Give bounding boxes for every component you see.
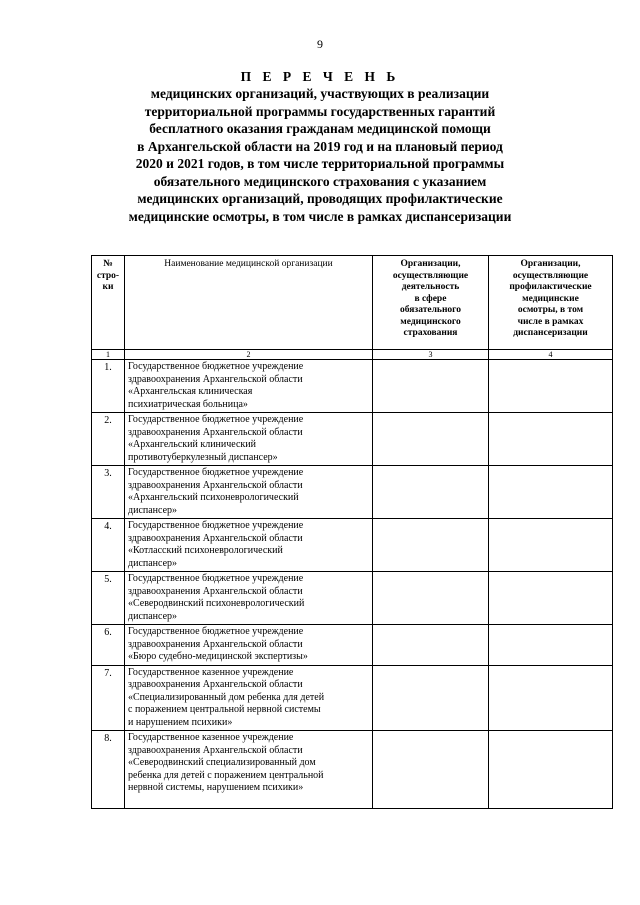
- prophylactic-cell: [489, 466, 613, 519]
- name-line: Государственное бюджетное учреждение: [128, 467, 304, 478]
- organization-name: [125, 519, 373, 572]
- name-line: Государственное бюджетное учреждение: [128, 361, 304, 372]
- name-line: психиатрическая больница»: [128, 398, 248, 410]
- table-row: [92, 572, 613, 625]
- header-line: Организации,: [400, 259, 461, 269]
- table-row: [92, 360, 613, 413]
- name-line: диспансер»: [128, 610, 178, 622]
- row-number: 7.: [92, 665, 125, 731]
- column-index: 2: [125, 350, 373, 360]
- name-line: здравоохранения Архангельской области: [128, 585, 303, 597]
- name-line: Государственное казенное учреждение: [128, 732, 294, 743]
- header-organization-name: Наименование медицинской организации: [125, 256, 373, 350]
- name-line: ребенка для детей с поражением центральной: [128, 769, 324, 781]
- oms-cell: [373, 413, 489, 466]
- name-line: Государственное бюджетное учреждение: [128, 626, 304, 637]
- organization-name: [125, 360, 373, 413]
- header-line: Организации,: [520, 259, 581, 269]
- oms-cell: [373, 466, 489, 519]
- row-number: 2.: [92, 413, 125, 466]
- organization-name: [125, 665, 373, 731]
- name-line: Государственное бюджетное учреждение: [128, 520, 304, 531]
- name-line: здравоохранения Архангельской области: [128, 426, 303, 438]
- name-line: нервной системы, нарушением психики»: [128, 782, 304, 793]
- subtitle-line: бесплатного оказания гражданам медицинской помощи: [149, 121, 491, 136]
- organization-name: [125, 572, 373, 625]
- prophylactic-cell: [489, 665, 613, 731]
- title-block: [60, 68, 580, 225]
- prophylactic-cell: [489, 625, 613, 666]
- organization-name: [125, 625, 373, 666]
- subtitle-line: 2020 и 2021 годов, в том числе территориальной программы: [135, 156, 505, 171]
- prophylactic-cell: [489, 731, 613, 809]
- row-number: 5.: [92, 572, 125, 625]
- name-line: «Северодвинский психоневрологический: [128, 598, 305, 609]
- row-number: 8.: [92, 731, 125, 809]
- name-line: здравоохранения Архангельской области: [128, 532, 303, 544]
- header-line: диспансеризации: [513, 328, 588, 338]
- name-line: здравоохранения Архангельской области: [128, 373, 303, 385]
- oms-cell: [373, 360, 489, 413]
- name-line: противотуберкулезный диспансер»: [128, 451, 278, 463]
- name-line: «Северодвинский специализированный дом: [128, 757, 316, 768]
- header-line: числе в рамках: [517, 316, 584, 327]
- name-line: диспансер»: [128, 504, 178, 516]
- page-number: 9: [317, 37, 323, 51]
- oms-cell: [373, 625, 489, 666]
- header-row-number: [92, 256, 125, 350]
- name-line: «Архангельская клиническая: [128, 386, 253, 397]
- oms-cell: [373, 519, 489, 572]
- prophylactic-cell: [489, 360, 613, 413]
- prophylactic-cell: [489, 519, 613, 572]
- name-line: Государственное бюджетное учреждение: [128, 573, 304, 584]
- header-line: №: [103, 259, 113, 269]
- row-number: 1.: [92, 360, 125, 413]
- subtitle-line: медицинских организаций, участвующих в реализации: [150, 86, 490, 101]
- column-index: 3: [373, 350, 489, 360]
- header-line: стро-: [96, 270, 120, 281]
- row-number: 6.: [92, 625, 125, 666]
- header-oms-organizations: [373, 256, 489, 350]
- name-line: «Архангельский психоневрологический: [128, 492, 299, 503]
- document-title: П Е Р Е Ч Е Н Ь: [240, 69, 400, 84]
- header-line: в сфере: [414, 293, 447, 304]
- header-line: обязательного: [399, 305, 461, 315]
- name-line: «Котласский психоневрологический: [128, 545, 283, 556]
- header-line: осуществляющие: [392, 270, 469, 281]
- table-header-row: [92, 256, 613, 350]
- column-index: 4: [489, 350, 613, 360]
- header-line: осмотры, в том: [517, 305, 584, 315]
- subtitle-line: медицинских организаций, проводящих профилактические: [137, 191, 503, 206]
- prophylactic-cell: [489, 413, 613, 466]
- header-prophylactic-organizations: [489, 256, 613, 350]
- name-line: Государственное казенное учреждение: [128, 666, 294, 678]
- prophylactic-cell: [489, 572, 613, 625]
- column-index: 1: [92, 350, 125, 360]
- name-line: здравоохранения Архангельской области: [128, 638, 303, 650]
- table-row: [92, 466, 613, 519]
- name-line: здравоохранения Архангельской области: [128, 744, 303, 756]
- header-line: деятельность: [401, 282, 460, 292]
- table-row: [92, 665, 613, 731]
- name-line: «Архангельский клинический: [128, 439, 256, 450]
- table-row: [92, 413, 613, 466]
- organization-name: [125, 413, 373, 466]
- header-line: профилактические: [509, 282, 592, 292]
- subtitle-line: в Архангельской области на 2019 год и на плановый период: [137, 138, 503, 154]
- subtitle-line: территориальной программы государственных гарантий: [144, 103, 496, 119]
- organizations-table: [91, 255, 613, 809]
- subtitle-line: обязательного медицинского страхования с указанием: [153, 173, 487, 189]
- name-line: диспансер»: [128, 557, 178, 569]
- name-line: [128, 795, 370, 808]
- header-line: осуществляющие: [512, 270, 589, 281]
- table-row: [92, 731, 613, 809]
- row-number: 3.: [92, 466, 125, 519]
- subtitle-line: медицинские осмотры, в том числе в рамках диспансеризации: [128, 208, 512, 224]
- oms-cell: [373, 572, 489, 625]
- organization-name: [125, 466, 373, 519]
- header-line: страхования: [403, 328, 458, 338]
- row-number: 4.: [92, 519, 125, 572]
- header-line: ки: [102, 282, 114, 292]
- name-line: с поражением центральной нервной системы: [128, 704, 321, 715]
- column-index-row: [92, 350, 613, 360]
- oms-cell: [373, 731, 489, 809]
- organization-name: [125, 731, 373, 809]
- header-line: медицинские: [522, 293, 579, 304]
- name-line: «Бюро судебно-медицинской экспертизы»: [128, 651, 308, 662]
- name-line: здравоохранения Архангельской области: [128, 479, 303, 491]
- name-line: здравоохранения Архангельской области: [128, 679, 303, 690]
- header-line: медицинского: [400, 316, 461, 327]
- name-line: и нарушением психики»: [128, 716, 233, 728]
- table-row: [92, 519, 613, 572]
- table-row: [92, 625, 613, 666]
- oms-cell: [373, 665, 489, 731]
- name-line: Государственное бюджетное учреждение: [128, 414, 304, 425]
- name-line: «Специализированный дом ребенка для детей: [128, 691, 325, 703]
